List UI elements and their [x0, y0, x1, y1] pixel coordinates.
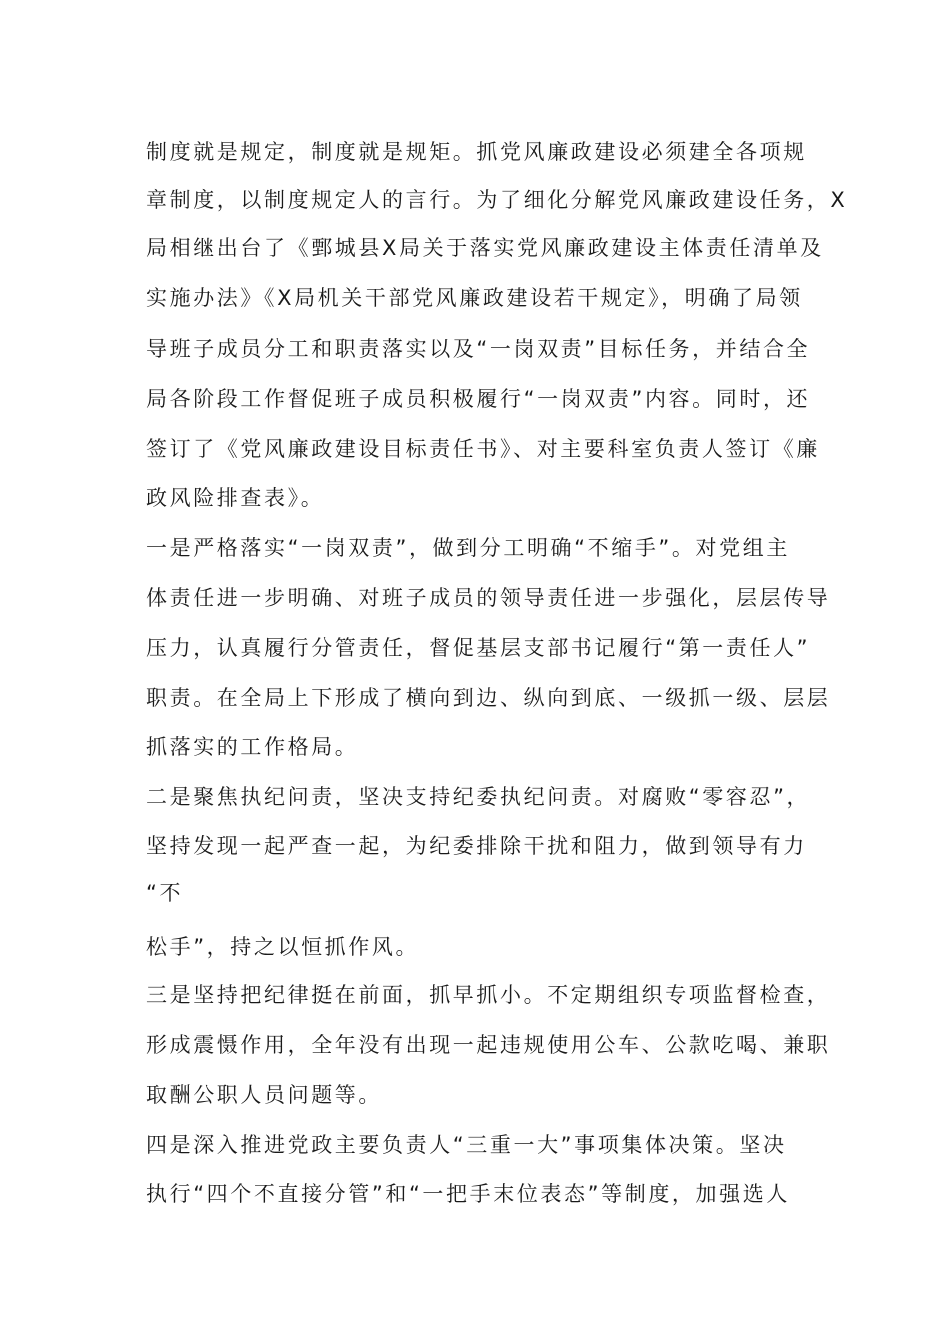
text-line: 四是深入推进党政主要负责人“三重一大”事项集体决策。坚决: [146, 1133, 787, 1157]
text-line: 体责任进一步明确、对班子成员的领导责任进一步强化，层层传导: [146, 586, 831, 610]
text-line: 导班子成员分工和职责落实以及“一岗双责”目标任务，并结合全: [146, 337, 811, 361]
text-line: 取酬公职人员问题等。: [146, 1083, 382, 1107]
text-line: 政风险排查表》。: [146, 486, 325, 510]
text-line: 坚持发现一起严查一起，为纪委排除干扰和阻力，做到领导有力: [146, 834, 807, 858]
text-line: 实施办法》《X局机关干部党风廉政建设若干规定》，明确了局领: [146, 286, 803, 310]
text-line: 签订了《党风廉政建设目标责任书》、对主要科室负责人签订《廉: [146, 437, 820, 461]
text-line: 局各阶段工作督促班子成员积极履行“一岗双责”内容。同时，还: [146, 387, 811, 411]
text-line: 执行“四个不直接分管”和“一把手末位表态”等制度，加强选人: [146, 1182, 790, 1206]
text-line: 压力，认真履行分管责任，督促基层支部书记履行“第一责任人”: [146, 636, 811, 660]
text-line: 职责。在全局上下形成了横向到边、纵向到底、一级抓一级、层层: [146, 686, 831, 710]
text-line: 抓落实的工作格局。: [146, 735, 359, 759]
text-line: 局相继出台了《鄄城县X局关于落实党风廉政建设主体责任清单及: [146, 236, 824, 260]
text-line: 形成震慑作用，全年没有出现一起违规使用公车、公款吃喝、兼职: [146, 1033, 831, 1057]
text-line: “不: [146, 881, 184, 905]
text-line: 章制度，以制度规定人的言行。为了细化分解党风廉政建设任务，X: [146, 188, 848, 212]
text-line: 制度就是规定，制度就是规矩。抓党风廉政建设必须建全各项规: [146, 140, 807, 164]
text-line: 二是聚焦执纪问责，坚决支持纪委执纪问责。对腐败“零容忍”，: [146, 785, 811, 809]
text-line: 三是坚持把纪律挺在前面，抓早抓小。不定期组织专项监督检查，: [146, 983, 831, 1007]
text-line: 松手”，持之以恒抓作风。: [146, 935, 420, 959]
text-line: 一是严格落实“一岗双责”，做到分工明确“不缩手”。对党组主: [146, 536, 790, 560]
